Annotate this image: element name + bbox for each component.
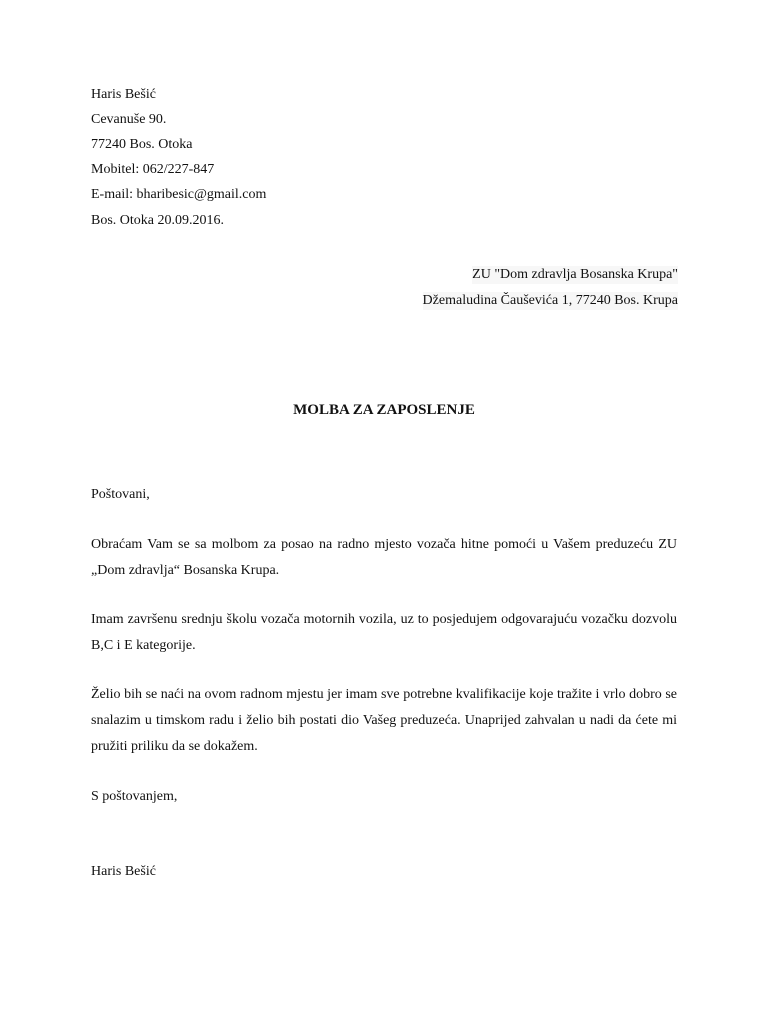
sender-email: E-mail: bharibesic@gmail.com bbox=[91, 187, 267, 202]
closing: S poštovanjem, bbox=[91, 789, 178, 804]
recipient-address: Džemaludina Čauševića 1, 77240 Bos. Krupa bbox=[422, 293, 678, 308]
signature: Haris Bešić bbox=[91, 864, 156, 879]
salutation: Poštovani, bbox=[91, 487, 150, 502]
letter-title: MOLBA ZA ZAPOSLENJE bbox=[293, 402, 475, 418]
paragraph-2: Imam završenu srednju školu vozača motornih vozila, uz to posjedujem odgovarajuću vozačku dozvolu B,C i E kategorije. bbox=[91, 612, 677, 653]
sender-street: Cevanuše 90. bbox=[91, 112, 167, 127]
sender-city: 77240 Bos. Otoka bbox=[91, 137, 193, 152]
recipient-name: ZU "Dom zdravlja Bosanska Krupa" bbox=[472, 267, 678, 282]
paragraph-3: Želio bih se naći na ovom radnom mjestu jer imam sve potrebne kvalifikacije koje tražite i vrlo dobro se snalazim u timskom radu i želio bih postati dio Vašeg preduzeća. Unaprijed zahvalan u nadi da ćete mi pružiti priliku da se dokažem. bbox=[91, 687, 677, 754]
sender-name: Haris Bešić bbox=[91, 87, 156, 102]
sender-phone: Mobitel: 062/227-847 bbox=[91, 162, 215, 177]
paragraph-1: Obraćam Vam se sa molbom za posao na radno mjesto vozača hitne pomoći u Vašem preduzeću ZU „Dom zdravlja“ Bosanska Krupa. bbox=[91, 537, 677, 578]
place-date: Bos. Otoka 20.09.2016. bbox=[91, 213, 224, 228]
